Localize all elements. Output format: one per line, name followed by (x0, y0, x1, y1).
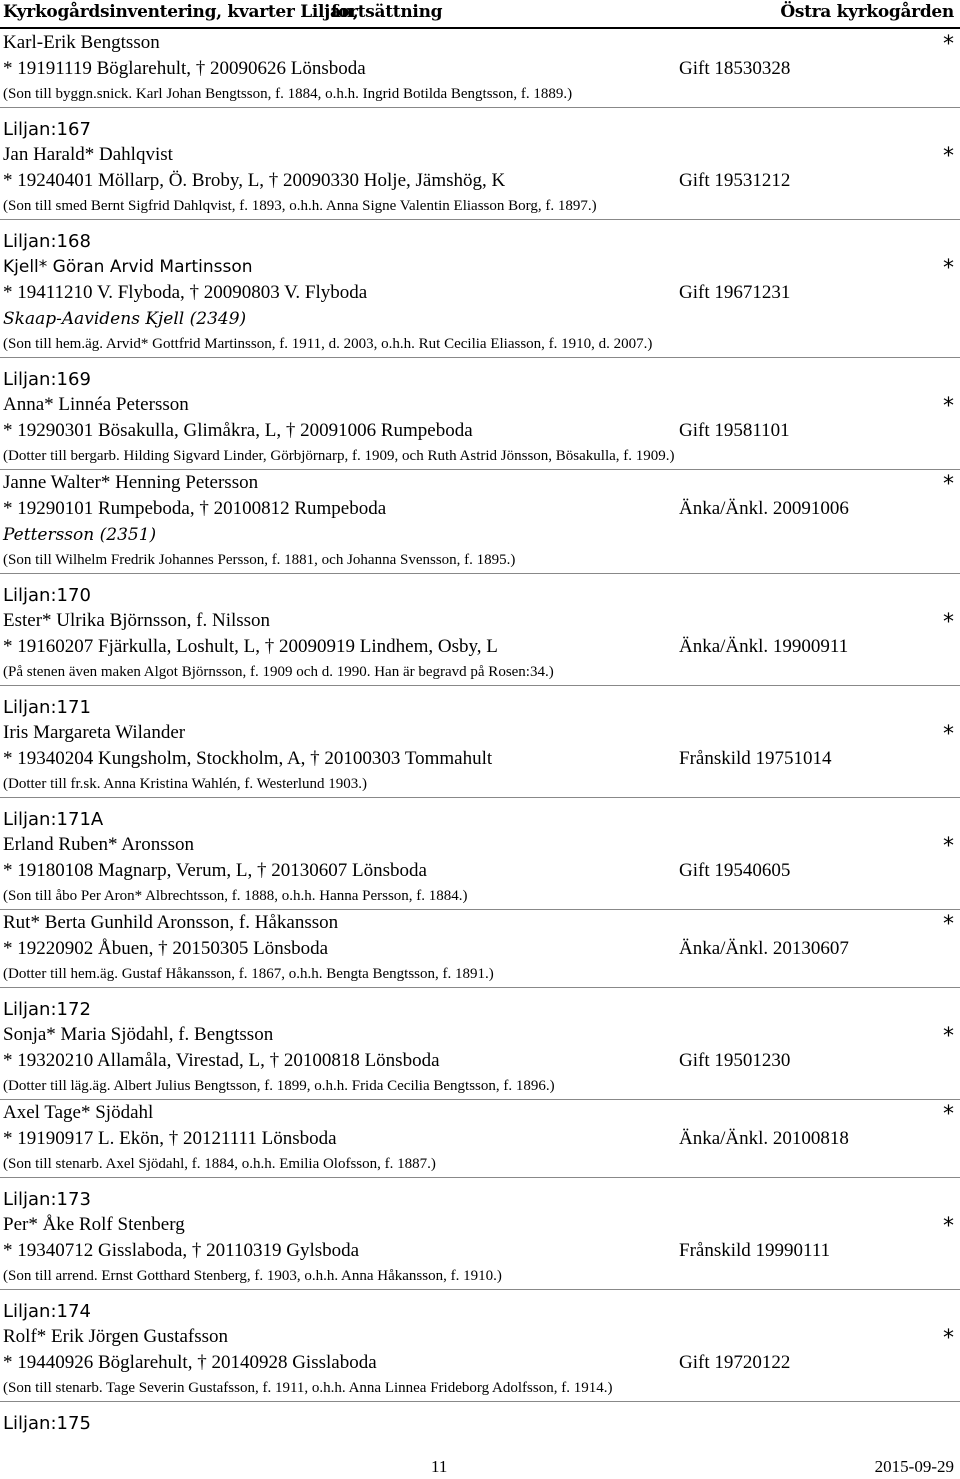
life-dates-row (0, 280, 960, 306)
person-name-row (0, 1324, 960, 1350)
stone-inscription: Pettersson (2351) (3, 525, 157, 545)
life-dates: * 19440926 Böglarehult, † 20140928 Gisslaboda (3, 1352, 377, 1373)
life-dates-row (0, 1238, 960, 1264)
parent-note: (Dotter till fr.sk. Anna Kristina Wahlén, f. Westerlund 1903.) (3, 776, 368, 792)
life-dates-row (0, 168, 960, 194)
parent-note-row (0, 444, 960, 469)
life-dates: * 19340712 Gisslaboda, † 20110319 Gylsboda (3, 1240, 360, 1261)
parent-note-row (0, 1074, 960, 1099)
person-name-row (0, 1212, 960, 1238)
plot-label: Liljan:174 (3, 1301, 91, 1322)
life-dates: * 19160207 Fjärkulla, Loshult, L, † 20090919 Lindhem, Osby, L (3, 636, 498, 657)
person-name: Sonja* Maria Sjödahl, f. Bengtsson (3, 1024, 274, 1045)
parent-note: (Son till stenarb. Tage Severin Gustafsson, f. 1911, o.h.h. Anna Linnea Frideborg Adolfsson, f. 1914.) (3, 1380, 613, 1396)
plot-heading (0, 686, 960, 720)
parent-note: (På stenen även maken Algot Björnsson, f. 1909 och d. 1990. Han är begravd på Rosen:34.) (3, 664, 554, 680)
life-dates: * 19340204 Kungsholm, Stockholm, A, † 20100303 Tommahult (3, 748, 493, 769)
parent-note: (Son till åbo Per Aron* Albrechtsson, f. 1888, o.h.h. Hanna Persson, f. 1884.) (3, 888, 468, 904)
plot-heading (0, 798, 960, 832)
person-name-row (0, 832, 960, 858)
plot-label: Liljan:171 (3, 697, 91, 718)
parent-note-row (0, 1264, 960, 1289)
parent-note-row (0, 1152, 960, 1177)
marital-status: Gift 19671231 (679, 282, 791, 303)
plot-label: Liljan:175 (3, 1413, 91, 1434)
parent-note-row (0, 332, 960, 357)
plot-heading (0, 988, 960, 1022)
marital-status: Änka/Änkl. 20130607 (679, 938, 849, 959)
parent-note-row (0, 548, 960, 573)
marital-status: Gift 19581101 (679, 420, 790, 441)
parent-note: (Dotter till hem.äg. Gustaf Håkansson, f. 1867, o.h.h. Bengta Bengtsson, f. 1891.) (3, 966, 494, 982)
parent-note: (Son till arrend. Ernst Gotthard Stenberg, f. 1903, o.h.h. Anna Håkansson, f. 1910.) (3, 1268, 502, 1284)
life-dates-row (0, 634, 960, 660)
plot-label: Liljan:167 (3, 119, 91, 140)
person-name: Rut* Berta Gunhild Aronsson, f. Håkansson (3, 912, 339, 933)
parent-note-row (0, 772, 960, 797)
marital-status: Gift 19501230 (679, 1050, 791, 1071)
person-name-row (0, 910, 960, 936)
plot-heading (0, 1178, 960, 1212)
person-name: Ester* Ulrika Björnsson, f. Nilsson (3, 610, 271, 631)
marital-status: Änka/Änkl. 20100818 (679, 1128, 849, 1149)
person-name-row (0, 392, 960, 418)
marker-asterisk: * (943, 1102, 954, 1127)
marital-status: Frånskild 19751014 (679, 748, 832, 769)
life-dates-row (0, 746, 960, 772)
marital-status: Gift 18530328 (679, 58, 791, 79)
person-name: Janne Walter* Henning Petersson (3, 472, 259, 493)
marker-asterisk: * (943, 394, 954, 419)
person-name: Iris Margareta Wilander (3, 722, 186, 743)
person-name: Rolf* Erik Jörgen Gustafsson (3, 1326, 228, 1347)
stone-inscription-row (0, 522, 960, 548)
marker-asterisk: * (943, 834, 954, 859)
life-dates-row (0, 56, 960, 82)
life-dates-row (0, 858, 960, 884)
life-dates-row (0, 1350, 960, 1376)
header-continuation: fortsättning (331, 2, 443, 22)
parent-note-row (0, 962, 960, 987)
life-dates-row (0, 418, 960, 444)
person-name-row (0, 470, 960, 496)
inventory-list (0, 30, 960, 1436)
marker-asterisk: * (943, 610, 954, 635)
life-dates: * 19240401 Möllarp, Ö. Broby, L, † 20090330 Holje, Jämshög, K (3, 170, 506, 191)
person-name-row (0, 1022, 960, 1048)
plot-heading (0, 1402, 960, 1436)
person-name-row (0, 608, 960, 634)
marker-asterisk: * (943, 912, 954, 937)
stone-inscription: Skaap-Aavidens Kjell (2349) (3, 309, 247, 329)
life-dates: * 19320210 Allamåla, Virestad, L, † 20100818 Lönsboda (3, 1050, 440, 1071)
life-dates: * 19290101 Rumpeboda, † 20100812 Rumpeboda (3, 498, 387, 519)
plot-label: Liljan:173 (3, 1189, 91, 1210)
marker-asterisk: * (943, 144, 954, 169)
marker-asterisk: * (943, 472, 954, 497)
parent-note-row (0, 660, 960, 685)
parent-note-row (0, 884, 960, 909)
plot-heading (0, 358, 960, 392)
person-name: Anna* Linnéa Petersson (3, 394, 189, 415)
marital-status: Gift 19540605 (679, 860, 791, 881)
marital-status: Gift 19720122 (679, 1352, 791, 1373)
life-dates-row (0, 1048, 960, 1074)
plot-label: Liljan:170 (3, 585, 91, 606)
person-name: Erland Ruben* Aronsson (3, 834, 195, 855)
plot-label: Liljan:171A (3, 809, 104, 830)
plot-heading (0, 220, 960, 254)
header-rule (0, 27, 960, 29)
parent-note: (Son till Wilhelm Fredrik Johannes Persson, f. 1881, och Johanna Svensson, f. 1895.) (3, 552, 516, 568)
parent-note: (Dotter till bergarb. Hilding Sigvard Linder, Görbjörnarp, f. 1909, och Ruth Astrid Jönsson, Bösakulla, f. 1909.) (3, 448, 675, 464)
marker-asterisk: * (943, 722, 954, 747)
print-date: 2015-09-29 (874, 1457, 954, 1476)
plot-label: Liljan:172 (3, 999, 91, 1020)
parent-note-row (0, 194, 960, 219)
parent-note: (Son till smed Bernt Sigfrid Dahlqvist, f. 1893, o.h.h. Anna Signe Valentin Eliasson Borg, f. 1897.) (3, 198, 597, 214)
person-name-row (0, 1100, 960, 1126)
marital-status: Änka/Änkl. 20091006 (679, 498, 849, 519)
parent-note-row (0, 82, 960, 107)
life-dates: * 19411210 V. Flyboda, † 20090803 V. Flyboda (3, 282, 368, 303)
life-dates-row (0, 496, 960, 522)
life-dates-row (0, 936, 960, 962)
plot-label: Liljan:169 (3, 369, 91, 390)
parent-note: (Son till stenarb. Axel Sjödahl, f. 1884, o.h.h. Emilia Olofsson, f. 1887.) (3, 1156, 436, 1172)
marital-status: Gift 19531212 (679, 170, 791, 191)
parent-note: (Son till byggn.snick. Karl Johan Bengtsson, f. 1884, o.h.h. Ingrid Botilda Bengtsson, f. 1889.) (3, 86, 573, 102)
person-name-row (0, 720, 960, 746)
page-header (0, 0, 960, 30)
person-name: Per* Åke Rolf Stenberg (3, 1214, 185, 1235)
person-name-row (0, 254, 960, 280)
header-title: Kyrkogårdsinventering, kvarter Liljan, (3, 2, 359, 22)
life-dates: * 19190917 L. Ekön, † 20121111 Lönsboda (3, 1128, 337, 1149)
marker-asterisk: * (943, 32, 954, 57)
plot-heading (0, 574, 960, 608)
marital-status: Frånskild 19990111 (679, 1240, 831, 1261)
person-name: Kjell* Göran Arvid Martinsson (3, 257, 253, 277)
life-dates: * 19290301 Bösakulla, Glimåkra, L, † 20091006 Rumpeboda (3, 420, 473, 441)
parent-note: (Dotter till läg.äg. Albert Julius Bengtsson, f. 1899, o.h.h. Frida Cecilia Bengtsson, f. 1896.) (3, 1078, 555, 1094)
marker-asterisk: * (943, 1326, 954, 1351)
plot-heading (0, 1290, 960, 1324)
marital-status: Änka/Änkl. 19900911 (679, 636, 849, 657)
marker-asterisk: * (943, 1214, 954, 1239)
plot-label: Liljan:168 (3, 231, 91, 252)
person-name: Karl-Erik Bengtsson (3, 32, 160, 53)
life-dates: * 19220902 Åbuen, † 20150305 Lönsboda (3, 938, 329, 959)
parent-note-row (0, 1376, 960, 1401)
parent-note: (Son till hem.äg. Arvid* Gottfrid Martinsson, f. 1911, d. 2003, o.h.h. Rut Cecilia Eliasson, f. 1910, d. 2007.) (3, 336, 653, 352)
person-name: Jan Harald* Dahlqvist (3, 144, 173, 165)
person-name: Axel Tage* Sjödahl (3, 1102, 154, 1123)
marker-asterisk: * (943, 256, 954, 281)
stone-inscription-row (0, 306, 960, 332)
person-name-row (0, 30, 960, 56)
header-cemetery: Östra kyrkogården (780, 2, 954, 22)
plot-heading (0, 108, 960, 142)
life-dates-row (0, 1126, 960, 1152)
page-footer (0, 1455, 960, 1479)
life-dates: * 19191119 Böglarehult, † 20090626 Lönsboda (3, 58, 366, 79)
page-number: 11 (431, 1457, 448, 1476)
person-name-row (0, 142, 960, 168)
marker-asterisk: * (943, 1024, 954, 1049)
life-dates: * 19180108 Magnarp, Verum, L, † 20130607 Lönsboda (3, 860, 427, 881)
